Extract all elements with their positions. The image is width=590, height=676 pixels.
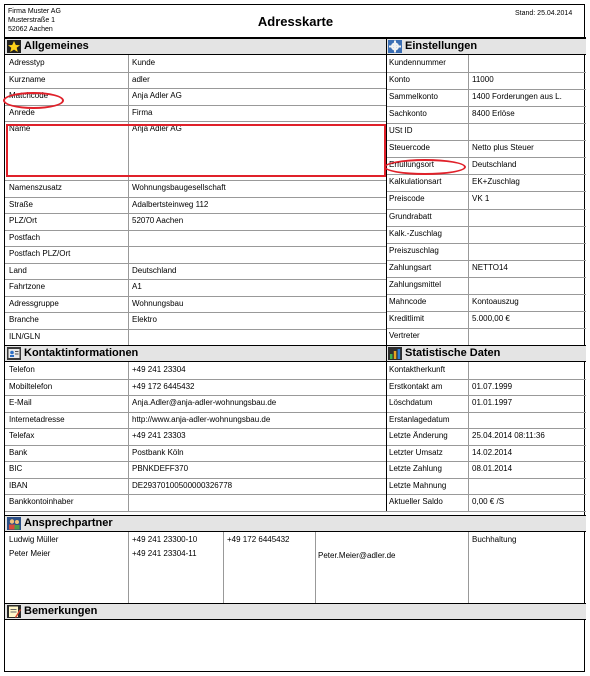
row-divider xyxy=(5,72,386,73)
setting-value: 8400 Erlöse xyxy=(472,109,515,119)
stat-label: Löschdatum xyxy=(389,398,433,407)
row-divider xyxy=(5,230,386,231)
field-label: Postfach PLZ/Ort xyxy=(9,249,71,258)
setting-label: Mahncode xyxy=(389,296,427,306)
setting-label: Konto xyxy=(389,75,410,85)
contact-label: E-Mail xyxy=(9,398,32,407)
row-divider xyxy=(386,243,586,244)
field-label: Anrede xyxy=(9,107,35,117)
setting-label: Kundennummer xyxy=(389,58,446,67)
row-divider xyxy=(386,106,586,107)
contact-label: Telefax xyxy=(9,431,35,440)
section-allgemeines-title: Allgemeines xyxy=(24,40,89,52)
field-value: Anja Adler AG xyxy=(132,124,182,133)
column-divider xyxy=(468,55,469,345)
field-label: Namenszusatz xyxy=(9,183,62,192)
stat-label: Aktueller Saldo xyxy=(389,497,443,506)
contact-person-department: Buchhaltung xyxy=(472,535,517,544)
section-bemerkungen-title: Bemerkungen xyxy=(24,605,98,617)
setting-label: Steuercode xyxy=(389,143,430,153)
row-divider xyxy=(386,445,586,446)
setting-value: Netto plus Steuer xyxy=(472,143,534,153)
field-label: Land xyxy=(9,265,27,275)
setting-value: Deutschland xyxy=(472,160,517,170)
row-divider xyxy=(386,361,586,362)
setting-label: Zahlungsart xyxy=(389,262,432,272)
setting-value: 1400 Forderungen aus L. xyxy=(472,92,562,102)
stat-label: Letzte Zahlung xyxy=(389,464,442,473)
row-divider xyxy=(5,312,386,313)
row-divider xyxy=(5,379,386,380)
contact-person-phone: +49 241 23304-11 xyxy=(132,549,197,558)
row-divider xyxy=(5,180,386,181)
row-divider xyxy=(386,494,586,495)
field-label: Branche xyxy=(9,315,39,324)
column-divider xyxy=(223,532,224,603)
row-divider xyxy=(5,603,586,604)
field-value: adler xyxy=(132,74,150,84)
contact-value: +49 172 6445432 xyxy=(132,381,195,391)
row-divider xyxy=(386,395,586,396)
row-divider xyxy=(386,478,586,479)
section-statistik-title: Statistische Daten xyxy=(405,347,501,359)
stat-value: 01.01.1997 xyxy=(472,398,513,407)
field-label: Name xyxy=(9,124,31,133)
contact-value: PBNKDEFF370 xyxy=(132,464,189,473)
setting-label: Erfüllungsort xyxy=(389,160,434,170)
field-label: ILN/GLN xyxy=(9,331,41,341)
contact-label: Mobiltelefon xyxy=(9,381,53,391)
stat-label: Kontaktherkunft xyxy=(389,365,446,374)
section-kontakt-title: Kontaktinformationen xyxy=(24,347,139,359)
contact-label: Telefon xyxy=(9,365,35,374)
column-divider xyxy=(468,532,469,603)
contact-value: http://www.anja-adler-wohnungsbau.de xyxy=(132,414,271,424)
row-divider xyxy=(5,395,386,396)
row-divider xyxy=(5,428,386,429)
row-divider xyxy=(5,361,386,362)
stat-label: Erstanlagedatum xyxy=(389,414,450,424)
setting-value: Kontoauszug xyxy=(472,296,519,306)
row-divider xyxy=(5,478,386,479)
field-value: Kunde xyxy=(132,58,156,67)
field-label: Adresstyp xyxy=(9,58,45,67)
field-value: Firma xyxy=(132,107,153,117)
setting-label: Kalkulationsart xyxy=(389,177,442,187)
row-divider xyxy=(5,329,386,330)
stat-value: 14.02.2014 xyxy=(472,447,513,457)
contact-value: DE29370100500000326778 xyxy=(132,480,233,490)
row-divider xyxy=(5,296,386,297)
setting-value: EK+Zuschlag xyxy=(472,177,520,187)
column-divider xyxy=(386,38,387,345)
stat-value: 25.04.2014 08:11:36 xyxy=(472,431,545,440)
field-value: Deutschland xyxy=(132,265,177,275)
row-divider xyxy=(386,38,586,39)
column-divider xyxy=(128,55,129,345)
column-divider xyxy=(468,362,469,511)
field-label: PLZ/Ort xyxy=(9,216,38,225)
setting-label: USt ID xyxy=(389,126,413,136)
row-divider xyxy=(386,54,586,55)
row-divider xyxy=(5,461,386,462)
field-label: Matchcode xyxy=(9,91,49,100)
row-divider xyxy=(386,72,586,73)
row-divider xyxy=(5,345,386,346)
contact-person-email: Peter.Meier@adler.de xyxy=(318,551,396,560)
section-ansprechpartner-title: Ansprechpartner xyxy=(24,517,113,529)
stat-value: 08.01.2014 xyxy=(472,464,513,473)
row-divider xyxy=(5,279,386,280)
stat-label: Letzte Änderung xyxy=(389,431,448,440)
row-divider xyxy=(386,260,586,261)
contact-value: +49 241 23303 xyxy=(132,431,186,440)
row-divider xyxy=(386,461,586,462)
row-divider xyxy=(386,89,586,90)
row-divider xyxy=(5,88,386,89)
row-divider xyxy=(5,515,586,516)
contact-person-name: Ludwig Müller xyxy=(9,535,59,544)
stat-value: 01.07.1999 xyxy=(472,381,513,391)
contact-label: IBAN xyxy=(9,480,28,490)
field-label: Adressgruppe xyxy=(9,298,59,308)
row-divider xyxy=(386,511,586,512)
row-divider xyxy=(386,226,586,227)
row-divider xyxy=(5,121,386,122)
contact-label: Internetadresse xyxy=(9,414,65,424)
setting-label: Vertreter xyxy=(389,330,420,340)
row-divider xyxy=(5,54,386,55)
row-divider xyxy=(386,412,586,413)
setting-label: Sammelkonto xyxy=(389,92,438,102)
row-divider xyxy=(5,531,586,532)
row-divider xyxy=(5,494,386,495)
contact-value: Postbank Köln xyxy=(132,447,184,457)
row-divider xyxy=(5,197,386,198)
highlight-matchcode xyxy=(3,92,64,109)
contact-person-name: Peter Meier xyxy=(9,549,51,558)
setting-label: Preiscode xyxy=(389,194,425,204)
setting-label: Kalk.-Zuschlag xyxy=(389,228,442,238)
row-divider xyxy=(386,428,586,429)
contact-person-mobile: +49 172 6445432 xyxy=(227,535,290,544)
row-divider xyxy=(5,213,386,214)
setting-label: Grundrabatt xyxy=(389,211,432,221)
setting-label: Sachkonto xyxy=(389,109,427,119)
column-divider xyxy=(128,362,129,511)
row-divider xyxy=(5,511,386,512)
page-title: Adresskarte xyxy=(257,14,334,29)
contact-label: Bank xyxy=(9,447,28,457)
row-divider xyxy=(5,263,386,264)
row-divider xyxy=(386,328,586,329)
row-divider xyxy=(5,105,386,106)
company-address-line: Musterstraße 1 xyxy=(8,17,56,24)
setting-label: Preiszuschlag xyxy=(389,245,439,255)
row-divider xyxy=(386,294,586,295)
row-divider xyxy=(5,412,386,413)
row-divider xyxy=(386,209,586,210)
field-value: Anja Adler AG xyxy=(132,91,182,100)
setting-value: VK 1 xyxy=(472,194,490,204)
stat-label: Letzter Umsatz xyxy=(389,447,443,457)
row-divider xyxy=(5,445,386,446)
stand-date: Stand: 25.04.2014 xyxy=(515,10,573,17)
section-einstellungen-title: Einstellungen xyxy=(405,40,478,52)
highlight-erfuellungsort xyxy=(384,159,466,175)
row-divider xyxy=(386,123,586,124)
column-divider xyxy=(386,345,387,511)
row-divider xyxy=(386,277,586,278)
stat-label: Erstkontakt am xyxy=(389,381,443,391)
field-label: Postfach xyxy=(9,232,41,242)
row-divider xyxy=(386,345,586,346)
setting-value: 11000 xyxy=(472,75,494,85)
contact-value: +49 241 23304 xyxy=(132,365,186,374)
contact-value: Anja.Adler@anja-adler-wohnungsbau.de xyxy=(132,398,277,407)
setting-value: 5.000,00 € xyxy=(472,313,510,323)
field-value: Adalbertsteinweg 112 xyxy=(132,199,209,209)
row-divider xyxy=(386,140,586,141)
contact-person-phone: +49 241 23300-10 xyxy=(132,535,198,544)
setting-label: Zahlungsmittel xyxy=(389,279,442,289)
row-divider xyxy=(5,619,586,620)
field-label: Straße xyxy=(9,199,34,209)
address-card xyxy=(4,4,585,672)
column-divider xyxy=(315,532,316,603)
contact-label: Bankkontoinhaber xyxy=(9,497,74,506)
field-value: 52070 Aachen xyxy=(132,216,184,225)
row-divider xyxy=(5,38,386,39)
field-label: Fahrtzone xyxy=(9,282,46,291)
stat-value: 0,00 € /S xyxy=(472,497,505,506)
field-value: Wohnungsbau xyxy=(132,298,184,308)
row-divider xyxy=(386,311,586,312)
stat-label: Letzte Mahnung xyxy=(389,480,447,490)
setting-value: NETTO14 xyxy=(472,262,508,272)
company-address-line: 52062 Aachen xyxy=(8,26,53,33)
card-content xyxy=(5,5,586,673)
company-address-line: Firma Muster AG xyxy=(8,8,61,15)
column-divider xyxy=(128,532,129,603)
field-value: Elektro xyxy=(132,315,157,324)
contact-label: BIC xyxy=(9,464,23,473)
row-divider xyxy=(386,191,586,192)
row-divider xyxy=(5,246,386,247)
field-label: Kurzname xyxy=(9,74,46,84)
row-divider xyxy=(386,379,586,380)
field-value: Wohnungsbaugesellschaft xyxy=(132,183,226,192)
field-value: A1 xyxy=(132,282,142,291)
highlight-name-field xyxy=(6,124,386,177)
setting-label: Kreditlimit xyxy=(389,313,425,323)
